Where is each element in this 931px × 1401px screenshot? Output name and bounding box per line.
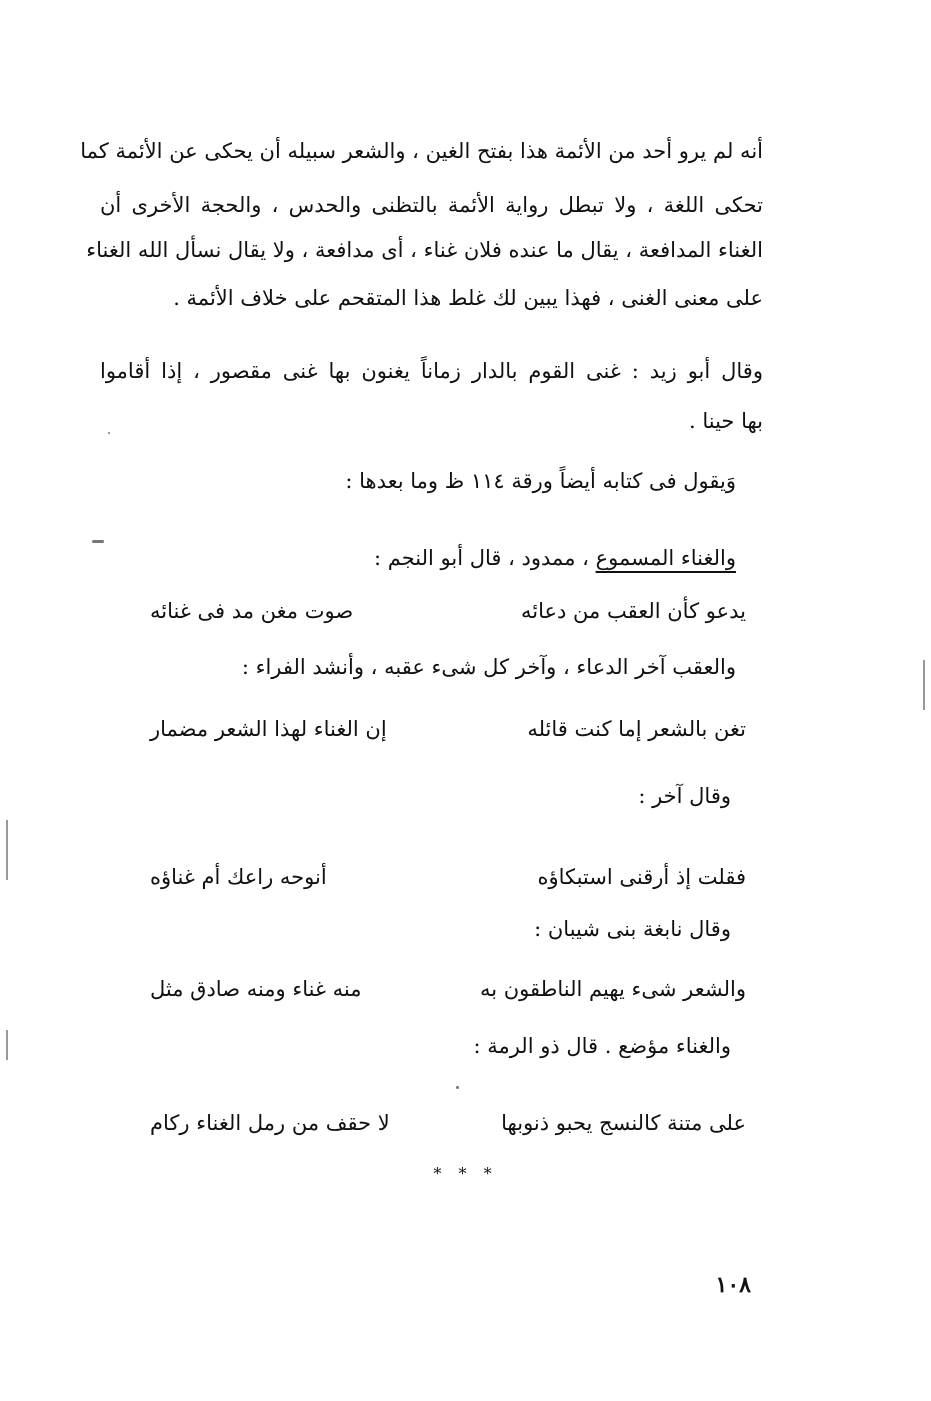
text-line xyxy=(100,543,736,573)
margin-mark xyxy=(6,820,8,880)
verse-line xyxy=(150,974,746,1004)
verse-line xyxy=(150,714,746,744)
underlined-term: والغناء المسموع xyxy=(595,546,736,570)
verse-second-hemistich: صوت مغن مد فى غنائه xyxy=(150,599,354,623)
verse-second-hemistich: منه غناء ومنه صادق مثل xyxy=(150,977,362,1001)
verse-first-hemistich: يدعو كأن العقب من دعائه xyxy=(521,599,746,623)
scan-speck xyxy=(92,540,104,543)
scan-speck xyxy=(456,1086,459,1089)
verse-first-hemistich: فقلت إذ أرقنى استبكاؤه xyxy=(537,865,746,889)
text-line: والغناء مؤضع . قال ذو الرمة : xyxy=(473,1034,731,1058)
page-number: ١٠٨ xyxy=(715,1272,751,1298)
text-line: وقال أبو زيد : غنى القوم بالدار زماناً يغنون بها غنى مقصور ، إذا أقاموا xyxy=(100,359,763,383)
verse-second-hemistich: أنوحه راعك أم غناؤه xyxy=(150,865,327,889)
verse-line xyxy=(150,862,746,892)
text-line: الغناء المدافعة ، يقال ما عنده فلان غناء ، أى مدافعة ، ولا يقال نسأل الله الغناء xyxy=(86,238,763,262)
section-separator: * * * xyxy=(433,1164,498,1183)
verse-line xyxy=(150,1108,746,1138)
text-line: بها حينا . xyxy=(688,409,763,433)
text-line: وقال آخر : xyxy=(638,784,731,808)
text-span: ، ممدود ، قال أبو النجم : xyxy=(373,546,596,570)
verse-first-hemistich: تغن بالشعر إما كنت قائله xyxy=(527,717,746,741)
text-line: تحكى اللغة ، ولا تبطل رواية الأئمة بالتظنى والحدس ، والحجة الأخرى أن xyxy=(100,193,763,217)
verse-second-hemistich: لا حقف من رمل الغناء ركام xyxy=(150,1111,390,1135)
text-line: على معنى الغنى ، فهذا يبين لك غلط هذا المتقحم على خلاف الأئمة . xyxy=(173,286,763,310)
verse-line xyxy=(150,596,746,626)
margin-mark xyxy=(923,660,925,710)
verse-second-hemistich: إن الغناء لهذا الشعر مضمار xyxy=(150,717,387,741)
text-line: وقال نابغة بنى شيبان : xyxy=(534,917,731,941)
text-line: أنه لم يرو أحد من الأئمة هذا بفتح الغين ، والشعر سبيله أن يحكى عن الأئمة كما xyxy=(80,139,763,163)
scan-speck xyxy=(108,432,110,434)
text-line: والعقب آخر الدعاء ، وآخر كل شىء عقبه ، وأنشد الفراء : xyxy=(241,655,736,679)
verse-first-hemistich: والشعر شىء يهيم الناطقون به xyxy=(479,977,746,1001)
text-line: وَيقول فى كتابه أيضاً ورقة ١١٤ ظ وما بعدها : xyxy=(345,469,736,493)
margin-mark xyxy=(6,1030,8,1060)
verse-first-hemistich: على متنة كالنسج يحبو ذنوبها xyxy=(501,1111,746,1135)
